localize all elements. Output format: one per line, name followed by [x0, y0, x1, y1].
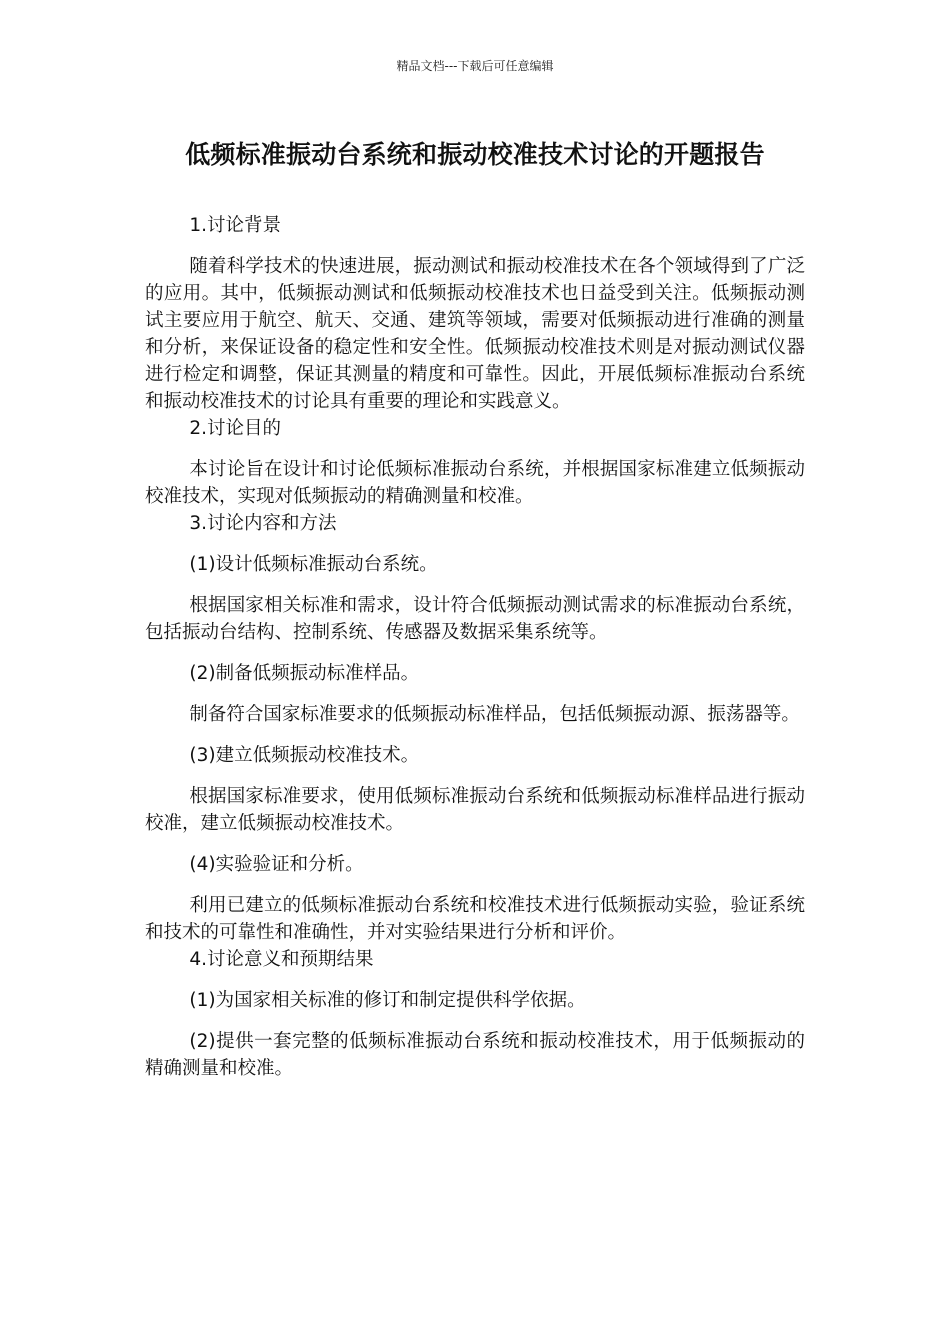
section-heading-background: 1.讨论背景 — [189, 215, 282, 236]
document-body — [145, 212, 805, 1082]
list-item-3-title: (3)建立低频振动校准技术。 — [189, 745, 420, 766]
list-item-4-body: 利用已建立的低频标准振动台系统和校准技术进行低频振动实验，验证系统和技术的可靠性和准确性，并对实验结果进行分析和评价。 — [145, 895, 805, 943]
list-item-1-title: (1)设计低频标准振动台系统。 — [189, 554, 438, 575]
list-item-2-title: (2)制备低频振动标准样品。 — [189, 663, 420, 684]
section-heading-significance: 4.讨论意义和预期结果 — [189, 949, 374, 970]
list-item-1-body: 根据国家相关标准和需求，设计符合低频振动测试需求的标准振动台系统，包括振动台结构、控制系统、传感器及数据采集系统等。 — [145, 595, 805, 643]
paragraph-background: 随着科学技术的快速进展，振动测试和振动校准技术在各个领域得到了广泛的应用。其中，低频振动测试和低频振动校准技术也日益受到关注。低频振动测试主要应用于航空、航天、交通、建筑等领域，需要对低频振动进行准确的测量和分析，来保证设备的稳定性和安全性。低频振动校准技术则是对振动测试仪器进行检定和调整，保证其测量的精度和可靠性。因此，开展低频标准振动台系统和振动校准技术的讨论具有重要的理论和实践意义。 — [145, 256, 805, 412]
document-title: 低频标准振动台系统和振动校准技术讨论的开题报告 — [185, 140, 765, 169]
header-note: 精品文档---下载后可任意编辑 — [396, 59, 554, 73]
result-item-2: (2)提供一套完整的低频标准振动台系统和振动校准技术，用于低频振动的精确测量和校准。 — [145, 1031, 805, 1079]
paragraph-purpose: 本讨论旨在设计和讨论低频标准振动台系统，并根据国家标准建立低频振动校准技术，实现对低频振动的精确测量和校准。 — [145, 459, 805, 507]
section-heading-purpose: 2.讨论目的 — [189, 418, 282, 439]
list-item-4-title: (4)实验验证和分析。 — [189, 854, 364, 875]
result-item-1: (1)为国家相关标准的修订和制定提供科学依据。 — [189, 990, 586, 1011]
section-heading-content-methods: 3.讨论内容和方法 — [189, 513, 337, 534]
list-item-2-body: 制备符合国家标准要求的低频振动标准样品，包括低频振动源、振荡器等。 — [189, 704, 800, 725]
list-item-3-body: 根据国家标准要求，使用低频标准振动台系统和低频振动标准样品进行振动校准，建立低频振动校准技术。 — [145, 786, 805, 834]
